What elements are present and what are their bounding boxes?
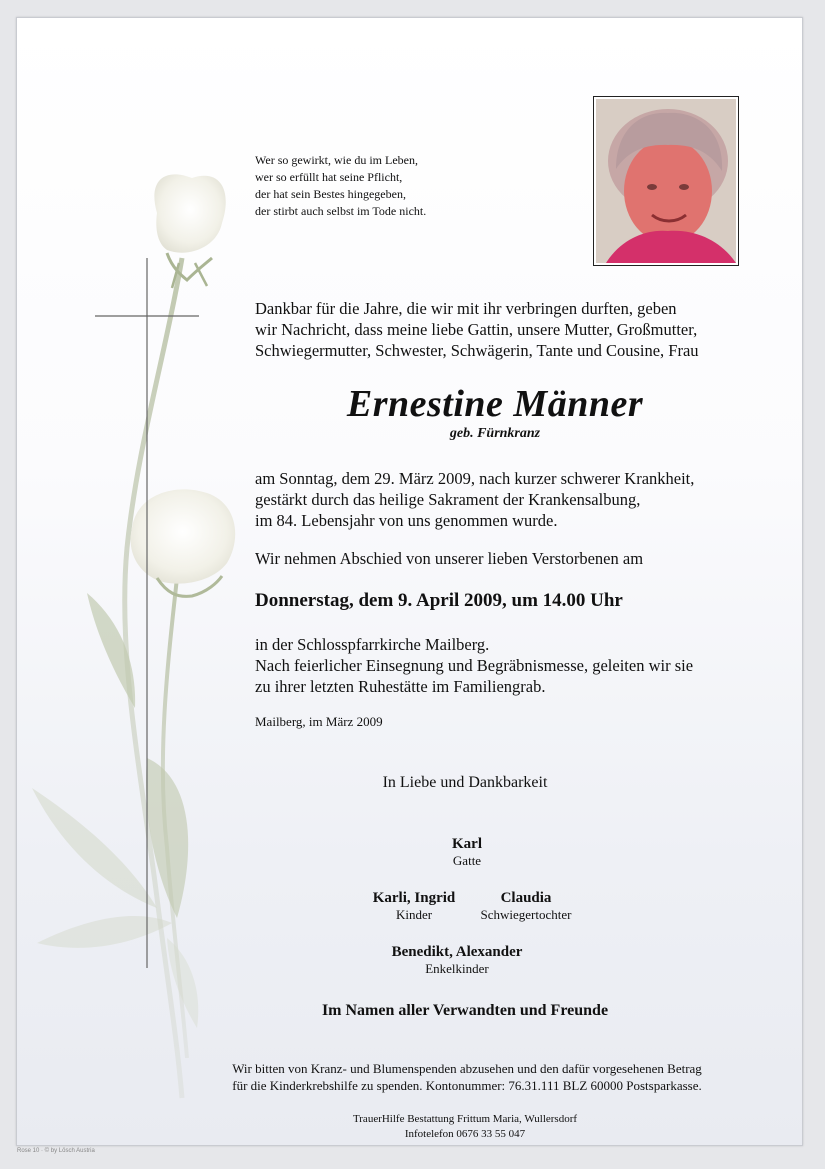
death-line: gestärkt durch das heilige Sakrament der Krankensalbung, bbox=[255, 490, 641, 509]
mourner-grandchildren bbox=[347, 944, 567, 977]
poem bbox=[255, 152, 426, 220]
mourner-relation: Kinder bbox=[395, 907, 433, 922]
closing-phrase: In Liebe und Dankbarkeit bbox=[382, 774, 548, 791]
undertaker-info bbox=[255, 1112, 675, 1142]
funeral-line: zu ihrer letzten Ruhestätte im Familiengrab. bbox=[255, 677, 546, 696]
mourner-relation: Enkelkinder bbox=[425, 961, 489, 976]
funeral-line: in der Schlosspfarrkirche Mailberg. bbox=[255, 635, 490, 654]
funeral-date: Donnerstag, dem 9. April 2009, um 14.00 Uhr bbox=[255, 590, 623, 611]
mourner-relation: Schwiegertochter bbox=[480, 907, 572, 922]
poem-line: wer so erfüllt hat seine Pflicht, bbox=[255, 170, 403, 184]
farewell-intro: Wir nehmen Abschied von unserer lieben Verstorbenen am bbox=[255, 549, 644, 568]
mourner-names: Benedikt, Alexander bbox=[391, 944, 523, 960]
mourner-names: Karli, Ingrid bbox=[372, 890, 456, 906]
mourner-spouse bbox=[417, 836, 517, 869]
intro-line: Schwiegermutter, Schwester, Schwägerin, Tante und Cousine, Frau bbox=[255, 341, 699, 360]
mourner-names: Karl bbox=[452, 836, 482, 852]
undertaker-line: TrauerHilfe Bestattung Frittum Maria, Wullersdorf bbox=[352, 1113, 578, 1125]
portrait-image bbox=[596, 99, 736, 263]
portrait-photo bbox=[593, 96, 739, 266]
template-credit: Rose 10 · © by Lösch Austria bbox=[17, 1148, 95, 1154]
undertaker-line: Infotelefon 0676 33 55 047 bbox=[404, 1128, 526, 1140]
poem-line: der stirbt auch selbst im Tode nicht. bbox=[255, 204, 427, 218]
death-details bbox=[255, 468, 795, 531]
announcement-intro bbox=[255, 298, 785, 361]
mourner-daughter-in-law bbox=[441, 890, 611, 923]
poem-line: Wer so gewirkt, wie du im Leben, bbox=[255, 153, 418, 167]
intro-line: Dankbar für die Jahre, die wir mit ihr verbringen durften, geben bbox=[255, 299, 677, 318]
mourner-names: Claudia bbox=[500, 890, 552, 906]
donation-request bbox=[177, 1060, 757, 1094]
donation-line: Wir bitten von Kranz- und Blumenspenden abzusehen und den dafür vorgesehenen Betrag bbox=[232, 1061, 702, 1076]
mourner-relation: Gatte bbox=[452, 853, 482, 868]
obituary-page bbox=[16, 17, 803, 1146]
funeral-details bbox=[255, 634, 795, 697]
funeral-line: Nach feierlicher Einsegnung und Begräbnismesse, geleiten wir sie bbox=[255, 656, 694, 675]
death-line: am Sonntag, dem 29. März 2009, nach kurzer schwerer Krankheit, bbox=[255, 469, 695, 488]
maiden-name: geb. Fürnkranz bbox=[449, 426, 541, 441]
on-behalf-line: Im Namen aller Verwandten und Freunde bbox=[321, 1002, 609, 1019]
death-line: im 84. Lebensjahr von uns genommen wurde. bbox=[255, 511, 558, 530]
place-date: Mailberg, im März 2009 bbox=[255, 714, 383, 729]
poem-line: der hat sein Bestes hingegeben, bbox=[255, 187, 406, 201]
intro-line: wir Nachricht, dass meine liebe Gattin, unsere Mutter, Großmutter, bbox=[255, 320, 698, 339]
deceased-name: Ernestine Männer bbox=[346, 383, 644, 425]
donation-line: für die Kinderkrebshilfe zu spenden. Kontonummer: 76.31.111 BLZ 60000 Postsparkasse. bbox=[232, 1078, 702, 1093]
